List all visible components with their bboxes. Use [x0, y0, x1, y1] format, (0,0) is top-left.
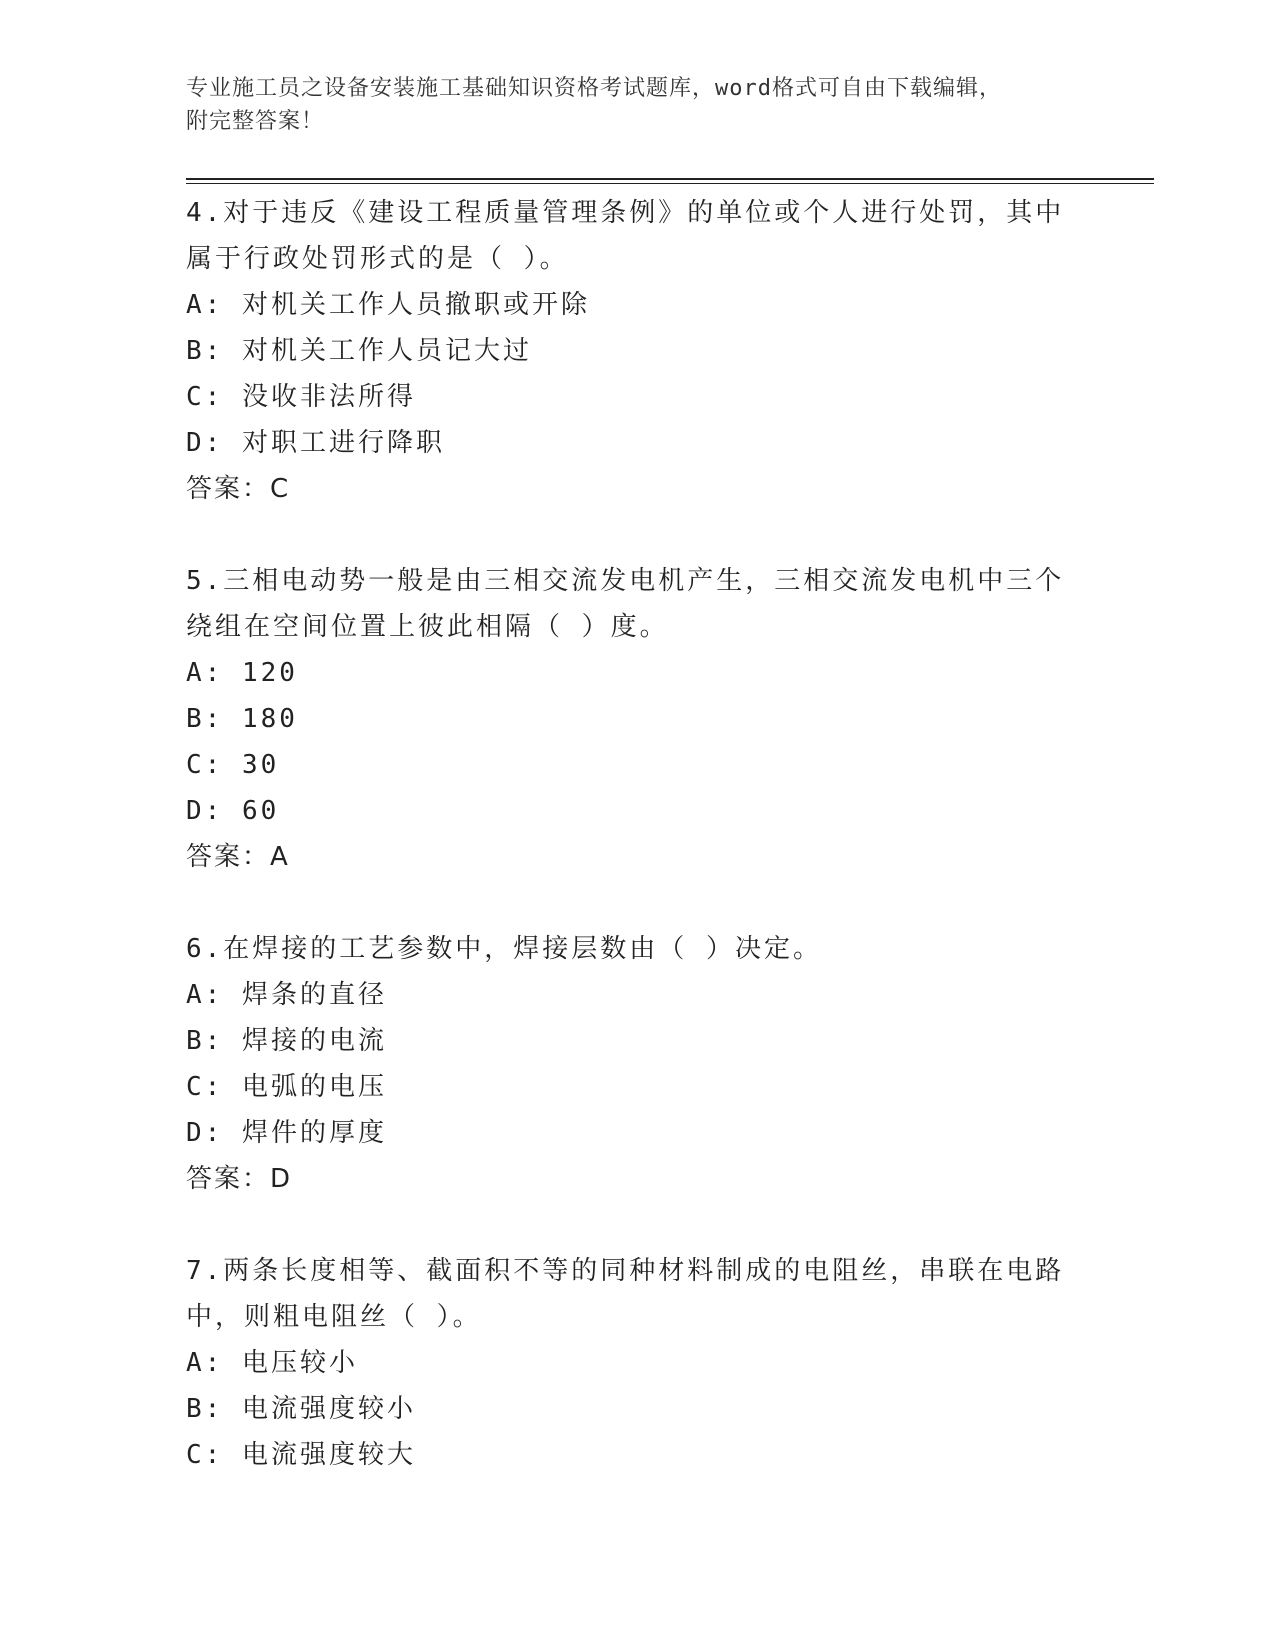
question-7: [186, 1248, 1066, 1478]
question-stem: 5.三相电动势一般是由三相交流发电机产生，三相交流发电机中三个绕组在空间位置上彼此相隔（ ）度。: [186, 566, 1065, 642]
document-header: [186, 72, 1086, 138]
question-stem: 4.对于违反《建设工程质量管理条例》的单位或个人进行处罚，其中属于行政处罚形式的是（ ）。: [186, 198, 1065, 274]
option-b: B: 对机关工作人员记大过: [186, 336, 532, 366]
question-stem: 6.在焊接的工艺参数中，焊接层数由（ ）决定。: [186, 934, 822, 964]
option-c: C: 电流强度较大: [186, 1440, 416, 1470]
option-c: C: 电弧的电压: [186, 1072, 387, 1102]
question-5: [186, 558, 1066, 880]
option-b: B: 焊接的电流: [186, 1026, 387, 1056]
option-a: A: 对机关工作人员撤职或开除: [186, 290, 590, 320]
question-4: [186, 190, 1066, 512]
option-c: C: 30: [186, 750, 280, 780]
option-b: B: 电流强度较小: [186, 1394, 416, 1424]
question-list: [186, 190, 1066, 1524]
header-line-2: 附完整答案！: [186, 109, 325, 134]
answer-label: 答案：C: [186, 474, 291, 504]
option-c: C: 没收非法所得: [186, 382, 416, 412]
option-a: A: 120: [186, 658, 298, 688]
option-a: A: 焊条的直径: [186, 980, 387, 1010]
option-b: B: 180: [186, 704, 298, 734]
question-stem: 7.两条长度相等、截面积不等的同种材料制成的电阻丝，串联在电路中，则粗电阻丝（ ）。: [186, 1256, 1065, 1332]
header-divider-thick: [186, 178, 1154, 180]
answer-label: 答案：D: [186, 1164, 293, 1194]
question-6: [186, 926, 1066, 1202]
option-d: D: 对职工进行降职: [186, 428, 445, 458]
option-a: A: 电压较小: [186, 1348, 358, 1378]
answer-label: 答案：A: [186, 842, 290, 872]
header-line-1: 专业施工员之设备安装施工基础知识资格考试题库，word格式可自由下载编辑，: [186, 76, 1002, 101]
header-divider-thin: [186, 183, 1154, 184]
option-d: D: 60: [186, 796, 280, 826]
option-d: D: 焊件的厚度: [186, 1118, 387, 1148]
